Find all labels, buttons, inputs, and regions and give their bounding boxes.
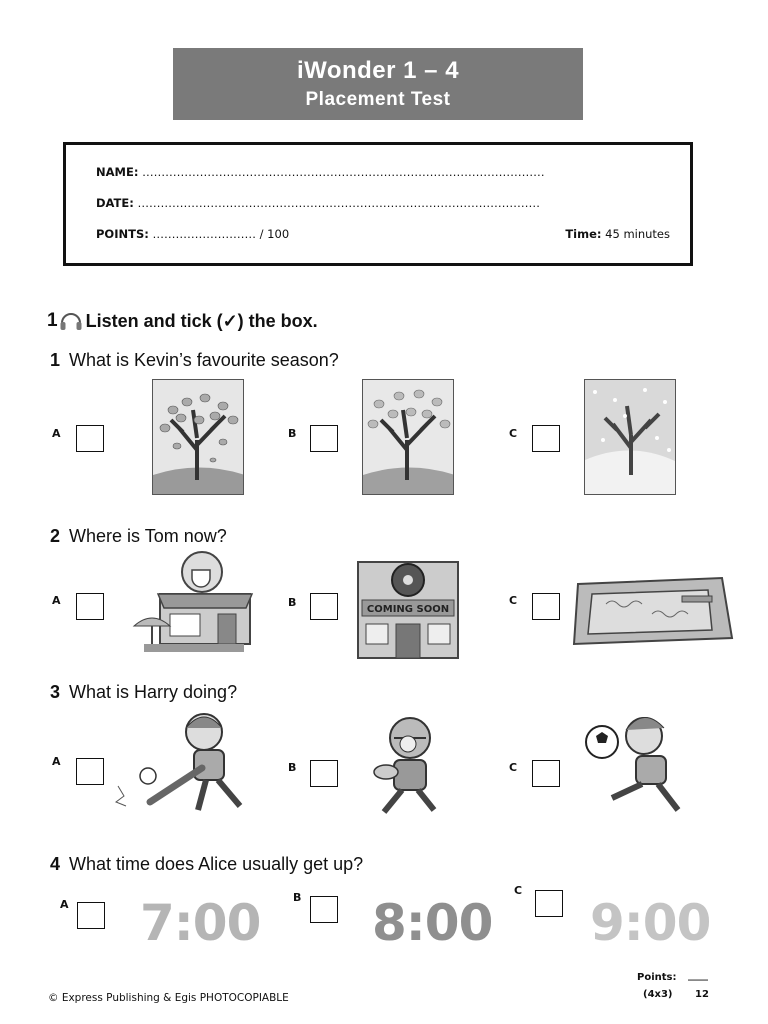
points-field[interactable]: ……………………… / 100	[152, 227, 290, 241]
tick-box-q4-a[interactable]	[77, 902, 105, 929]
tick-box-q2-b[interactable]	[310, 593, 338, 620]
question-number: 1	[50, 350, 61, 370]
student-info-box	[63, 142, 693, 266]
points-footer-blank[interactable]: ____	[688, 970, 708, 981]
time-value: 45 minutes	[605, 227, 670, 241]
svg-text:COMING SOON: COMING SOON	[366, 604, 450, 615]
tick-box-q1-a[interactable]	[76, 425, 104, 452]
name-label: NAME:	[96, 165, 139, 179]
headphones-icon	[58, 308, 84, 334]
exercise-instruction: Listen and tick (✓) the box.	[85, 310, 318, 331]
option-label: C	[509, 761, 518, 774]
tick-box-q1-b[interactable]	[310, 425, 338, 452]
time-9-00: 9:00	[590, 894, 711, 952]
option-label: A	[52, 427, 61, 440]
option-label: B	[288, 427, 297, 440]
tick-box-q3-a[interactable]	[76, 758, 104, 785]
date-line[interactable]	[96, 196, 540, 210]
option-label: A	[52, 594, 61, 607]
name-field[interactable]: ……………………………………………………………………………………………	[142, 165, 545, 179]
winter-tree-image	[584, 379, 676, 495]
option-label: B	[288, 596, 297, 609]
rugby-boy-image	[356, 712, 456, 820]
tick-box-q2-a[interactable]	[76, 593, 104, 620]
question-text: What time does Alice usually get up?	[69, 854, 364, 874]
test-title: iWonder 1 – 4	[296, 57, 460, 84]
name-line[interactable]	[96, 165, 545, 179]
title-banner	[173, 48, 583, 120]
option-label: C	[509, 427, 518, 440]
cinema-image	[352, 544, 464, 664]
time-line	[565, 227, 670, 241]
question-1	[50, 350, 339, 371]
option-label: A	[60, 898, 69, 911]
swimming-pool-image	[572, 574, 736, 648]
time-8-00: 8:00	[372, 894, 493, 952]
question-number: 4	[50, 854, 61, 874]
tick-box-q3-c[interactable]	[532, 760, 560, 787]
exercise-number: 1	[47, 310, 58, 331]
question-number: 2	[50, 526, 61, 546]
question-text: What is Kevin’s favourite season?	[69, 350, 339, 370]
points-line[interactable]	[96, 227, 289, 241]
date-field[interactable]: ……………………………………………………………………………………………	[137, 196, 541, 210]
points-formula: (4x3)	[643, 989, 673, 1000]
exercise-heading	[47, 308, 318, 334]
spring-tree-image	[362, 379, 454, 495]
copyright-footer: © Express Publishing & Egis PHOTOCOPIABLE	[48, 992, 289, 1004]
time-label: Time:	[565, 227, 602, 241]
points-footer-label: Points:	[637, 972, 677, 983]
tick-box-q2-c[interactable]	[532, 593, 560, 620]
points-label: POINTS:	[96, 227, 149, 241]
question-text: What is Harry doing?	[69, 682, 238, 702]
tick-box-q3-b[interactable]	[310, 760, 338, 787]
cafe-image	[130, 548, 258, 660]
test-subtitle: Placement Test	[305, 89, 451, 110]
question-2	[50, 526, 227, 547]
option-label: B	[288, 761, 297, 774]
option-label: C	[509, 594, 518, 607]
question-4	[50, 854, 363, 875]
football-boy-image	[582, 706, 698, 818]
tick-box-q4-b[interactable]	[310, 896, 338, 923]
tick-box-q1-c[interactable]	[532, 425, 560, 452]
time-7-00: 7:00	[140, 894, 261, 952]
option-label: C	[514, 884, 523, 897]
question-text: Where is Tom now?	[69, 526, 227, 546]
question-number: 3	[50, 682, 61, 702]
baseball-boy-image	[110, 706, 270, 822]
option-label: B	[293, 891, 302, 904]
date-label: DATE:	[96, 196, 134, 210]
option-label: A	[52, 755, 61, 768]
tick-box-q4-c[interactable]	[535, 890, 563, 917]
autumn-tree-image	[152, 379, 244, 495]
points-total: 12	[695, 989, 709, 1000]
question-3	[50, 682, 237, 703]
